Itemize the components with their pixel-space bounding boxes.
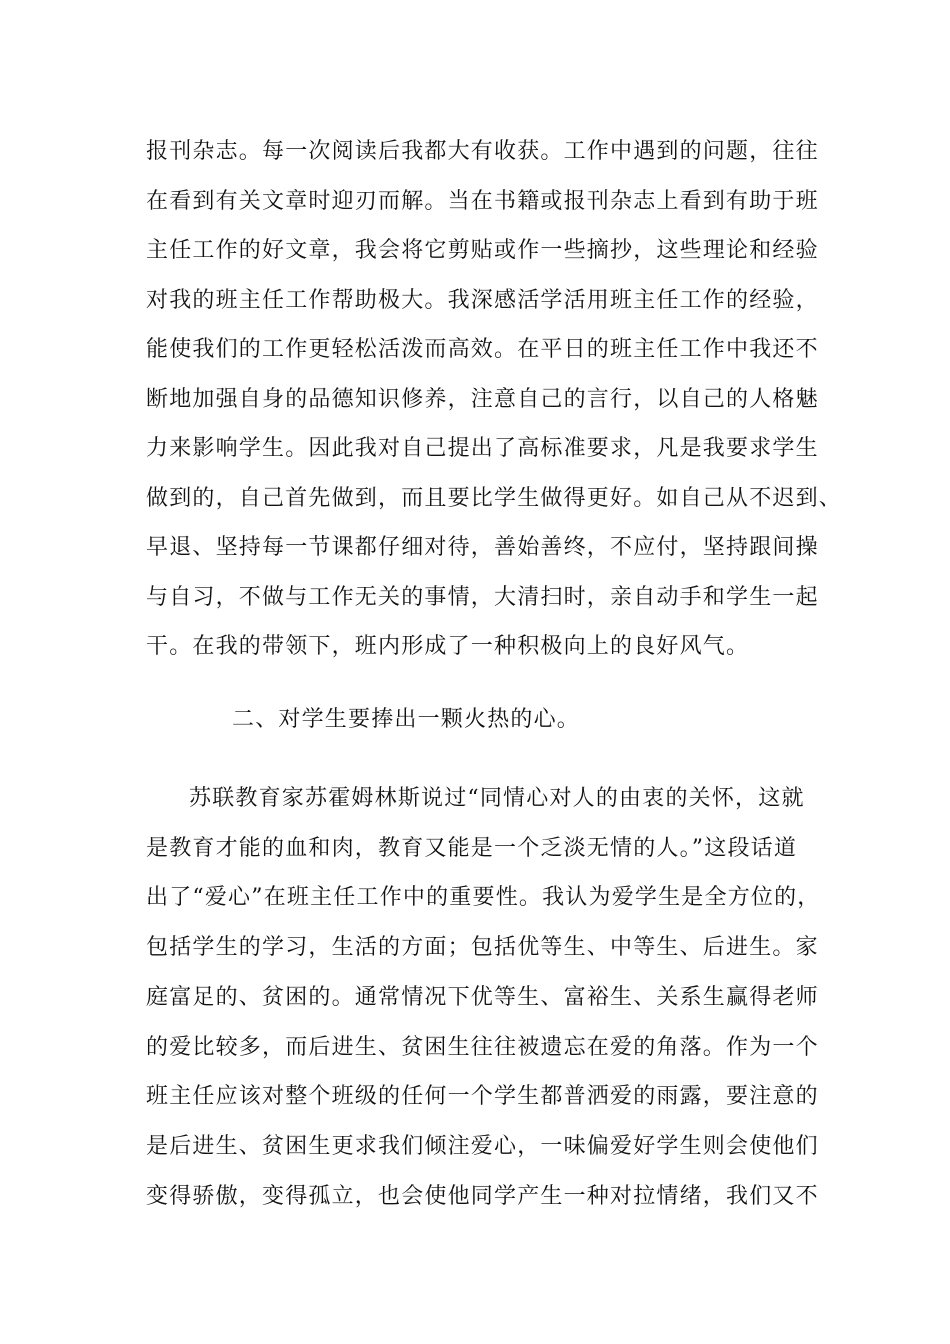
text-line: 做到的，自己首先做到，而且要比学生做得更好。如自己从不迟到、 [146, 485, 843, 511]
text-line: 断地加强自身的品德知识修养，注意自己的言行，以自己的人格魅 [146, 386, 819, 412]
text-line: 早退、坚持每一节课都仔细对待，善始善终，不应付，坚持跟间操 [146, 535, 819, 560]
text-line: 主任工作的好文章，我会将它剪贴或作一些摘抄，这些理论和经验 [146, 238, 819, 263]
text-line: 是后进生、贫困生更求我们倾注爱心，一味偏爱好学生则会使他们 [146, 1133, 819, 1159]
text-line: 报刊杂志。每一次阅读后我都大有收获。工作中遇到的问题，往往 [146, 139, 819, 164]
text-line: 出了“爱心”在班主任工作中的重要性。我认为爱学生是全方位的， [146, 885, 821, 911]
text-line: 力来影响学生。因此我对自己提出了高标准要求，凡是我要求学生 [146, 436, 819, 461]
text-line: 干。在我的带领下，班内形成了一种积极向上的良好风气。 [146, 634, 750, 659]
text-line: 对我的班主任工作帮助极大。我深感活学活用班主任工作的经验， [146, 287, 819, 313]
section-heading: 二、对学生要捧出一颗火热的心。 [232, 707, 581, 732]
text-line: 的爱比较多，而后进生、贫困生往往被遗忘在爱的角落。作为一个 [146, 1034, 819, 1060]
text-line: 班主任应该对整个班级的任何一个学生都普洒爱的雨露，要注意的 [146, 1084, 819, 1110]
text-line: 变得骄傲，变得孤立，也会使他同学产生一种对拉情绪，我们又不 [146, 1183, 819, 1209]
text-line: 与自习，不做与工作无关的事情，大清扫时，亲自动手和学生一起 [146, 584, 819, 610]
text-line: 庭富足的、贫困的。通常情况下优等生、富裕生、关系生赢得老师 [146, 984, 819, 1010]
text-line: 是教育才能的血和肉，教育又能是一个乏淡无情的人。”这段话道 [146, 835, 798, 861]
text-line: 包括学生的学习，生活的方面；包括优等生、中等生、后进生。家 [146, 935, 819, 961]
text-line: 能使我们的工作更轻松活泼而高效。在平日的班主任工作中我还不 [146, 337, 819, 362]
text-line: 在看到有关文章时迎刃而解。当在书籍或报刊杂志上看到有助于班 [146, 188, 819, 214]
text-line: 苏联教育家苏霍姆林斯说过“同情心对人的由衷的关怀，这就 [189, 786, 805, 811]
